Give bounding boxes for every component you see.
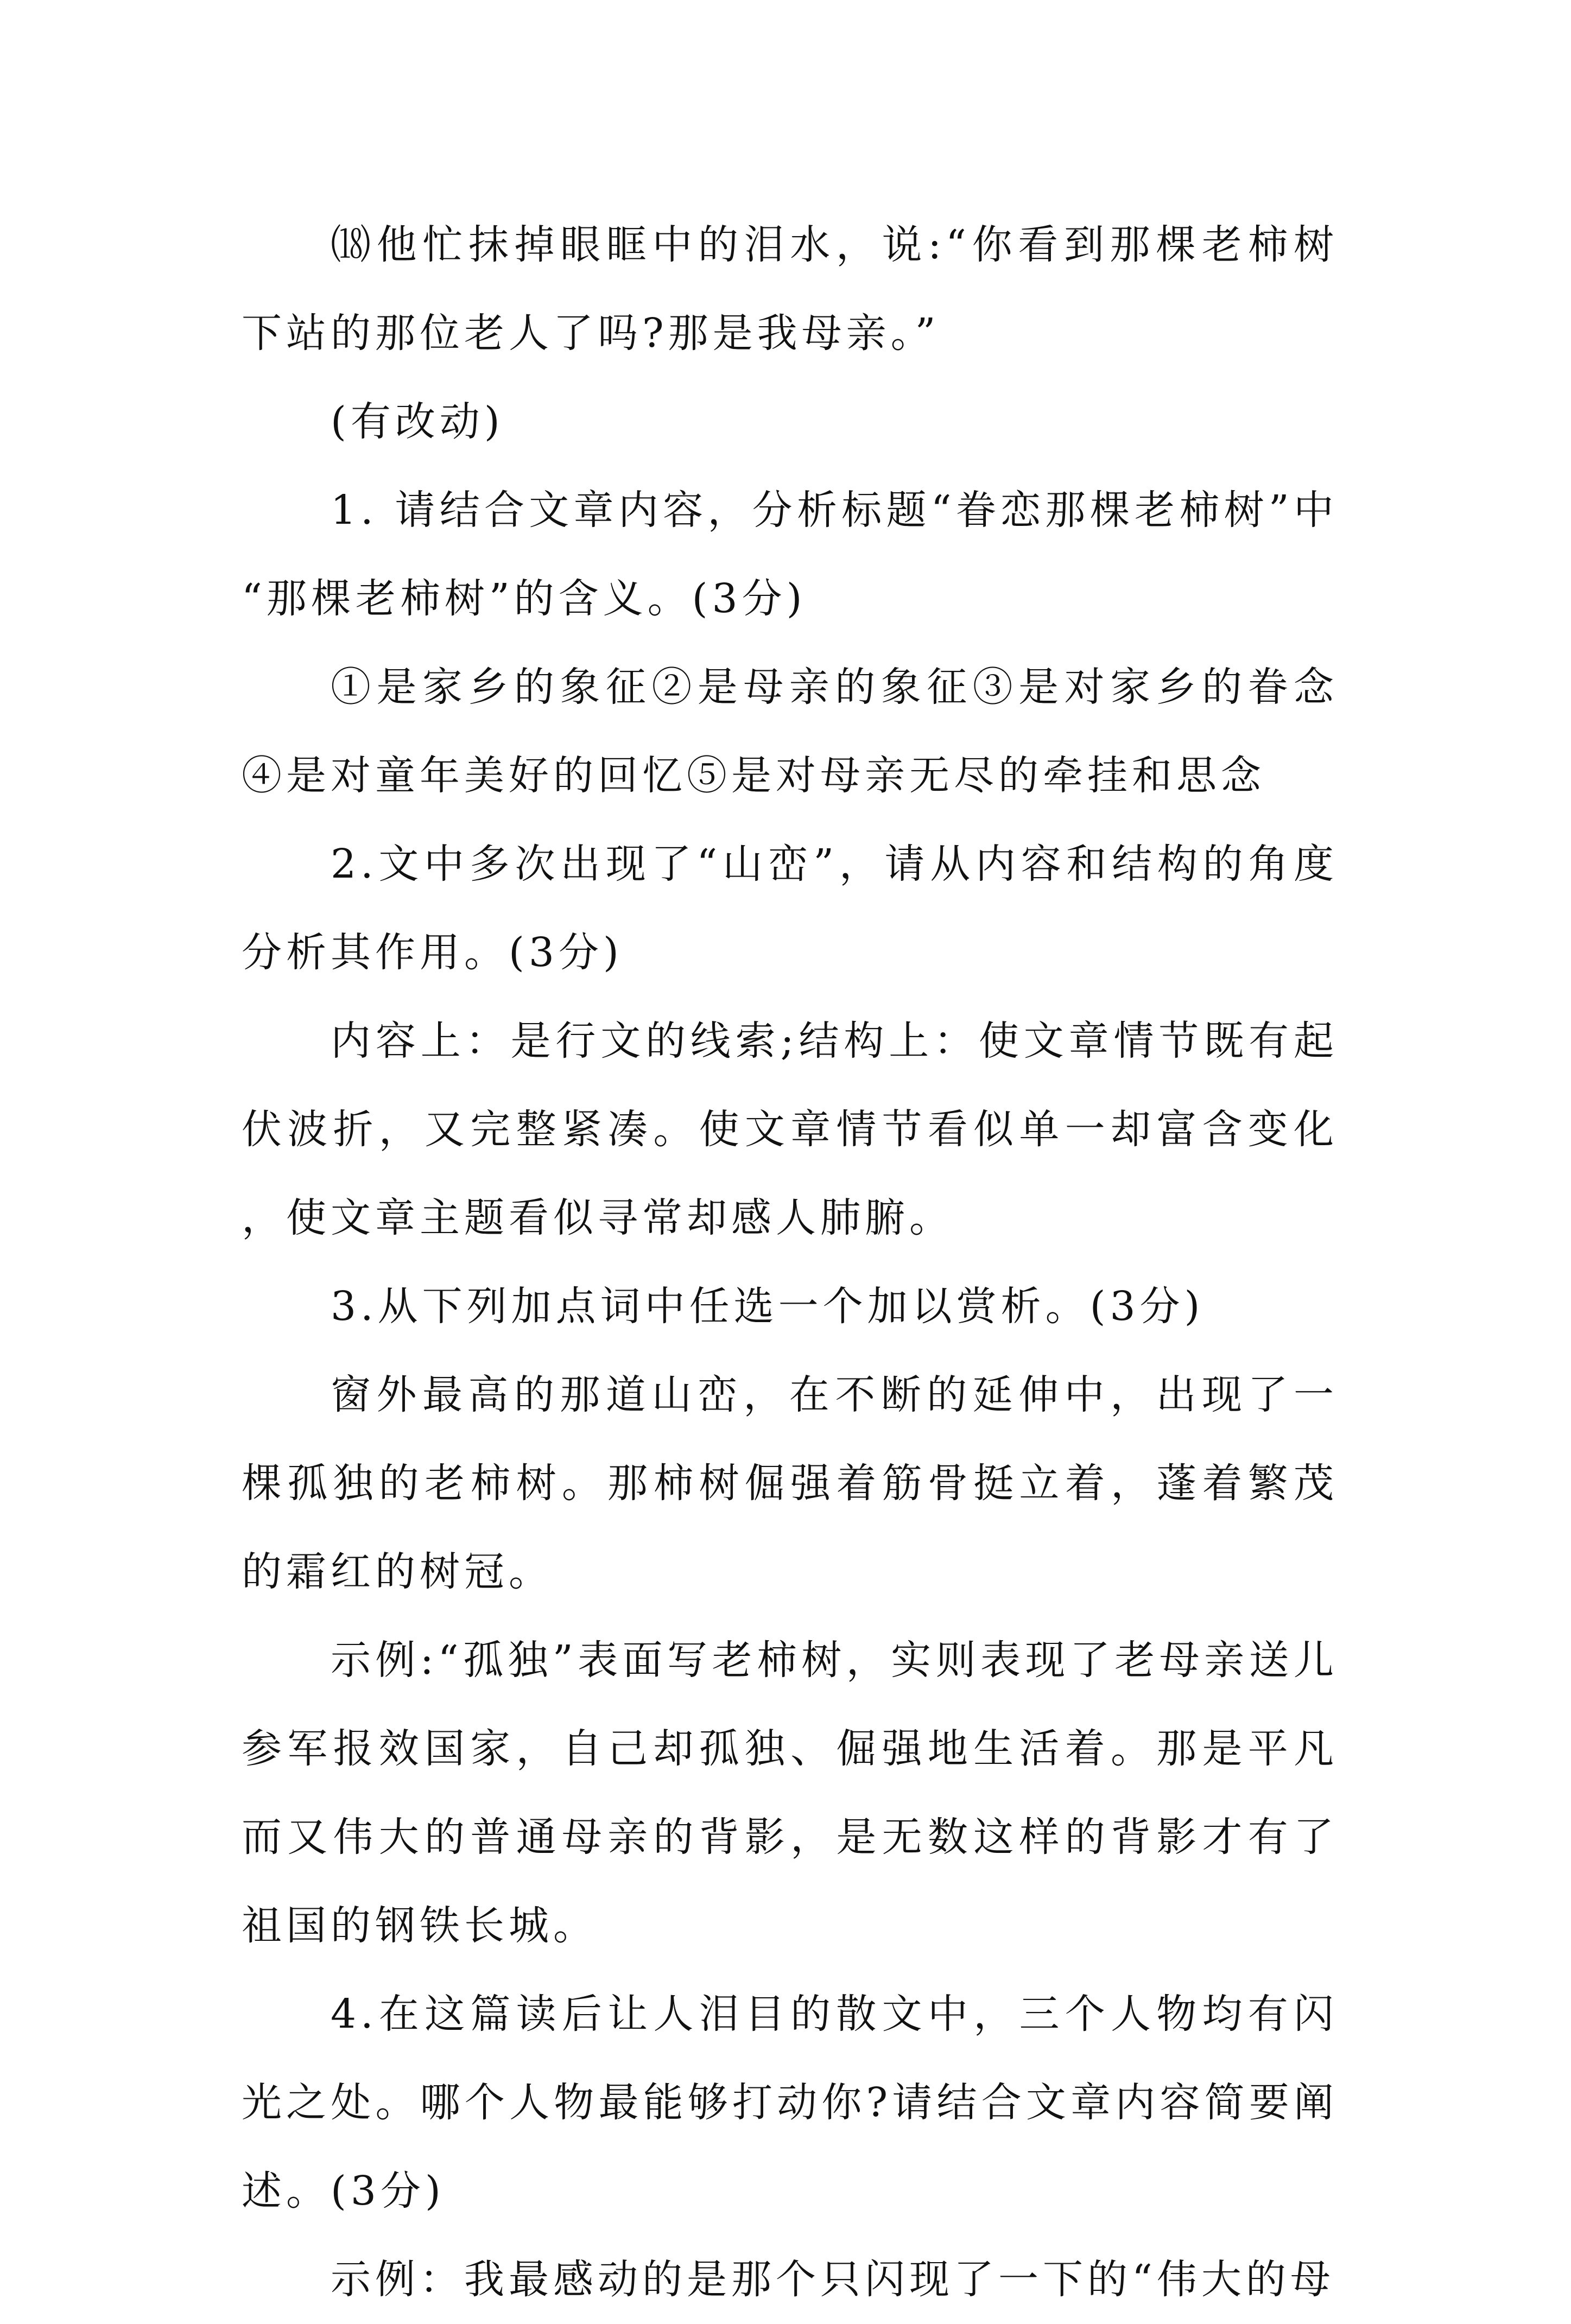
answer-3: 示例:“孤独”表面写老柿树，实则表现了老母亲送儿参军报效国家，自己却孤独、倔强地生活着。那是平凡而又伟大的普通母亲的背影，是无数这样的背影才有了祖国的钢铁长城。 [242,1637,1338,1949]
document-body [242,201,1338,2324]
question-2: 2.文中多次出现了“山峦”，请从内容和结构的角度分析其作用。(3分) [242,841,1338,976]
answer-2: 内容上：是行文的线索;结构上：使文章情节既有起伏波折，又完整紧凑。使文章情节看似单一却富含变化，使文章主题看似寻常却感人肺腑。 [242,1018,1338,1241]
answer-4: 示例：我最感动的是那个只闪现了一下的“伟大的母 [331,2256,1335,2303]
answer-1: ①是家乡的象征②是母亲的象征③是对家乡的眷念④是对童年美好的回忆⑤是对母亲无尽的牵挂和思念 [242,664,1338,799]
question-4: 4.在这篇读后让人泪目的散文中，三个人物均有闪光之处。哪个人物最能够打动你?请结合文章内容简要阐述。(3分) [242,1991,1338,2214]
question-1: 1. 请结合文章内容，分析标题“眷恋那棵老柿树”中“那棵老柿树”的含义。(3分) [242,487,1338,622]
paragraph-dialogue: ⒅他忙抹掉眼眶中的泪水，说:“你看到那棵老柿树下站的那位老人了吗?那是我母亲。” [242,221,1338,357]
question-3: 3.从下列加点词中任选一个加以赏析。(3分) [331,1283,1205,1330]
paragraph-source-note: (有改动) [331,398,504,445]
question-3-excerpt: 窗外最高的那道山峦，在不断的延伸中，出现了一棵孤独的老柿树。那柿树倔强着筋骨挺立着，蓬着繁茂的霜红的树冠。 [242,1371,1338,1595]
